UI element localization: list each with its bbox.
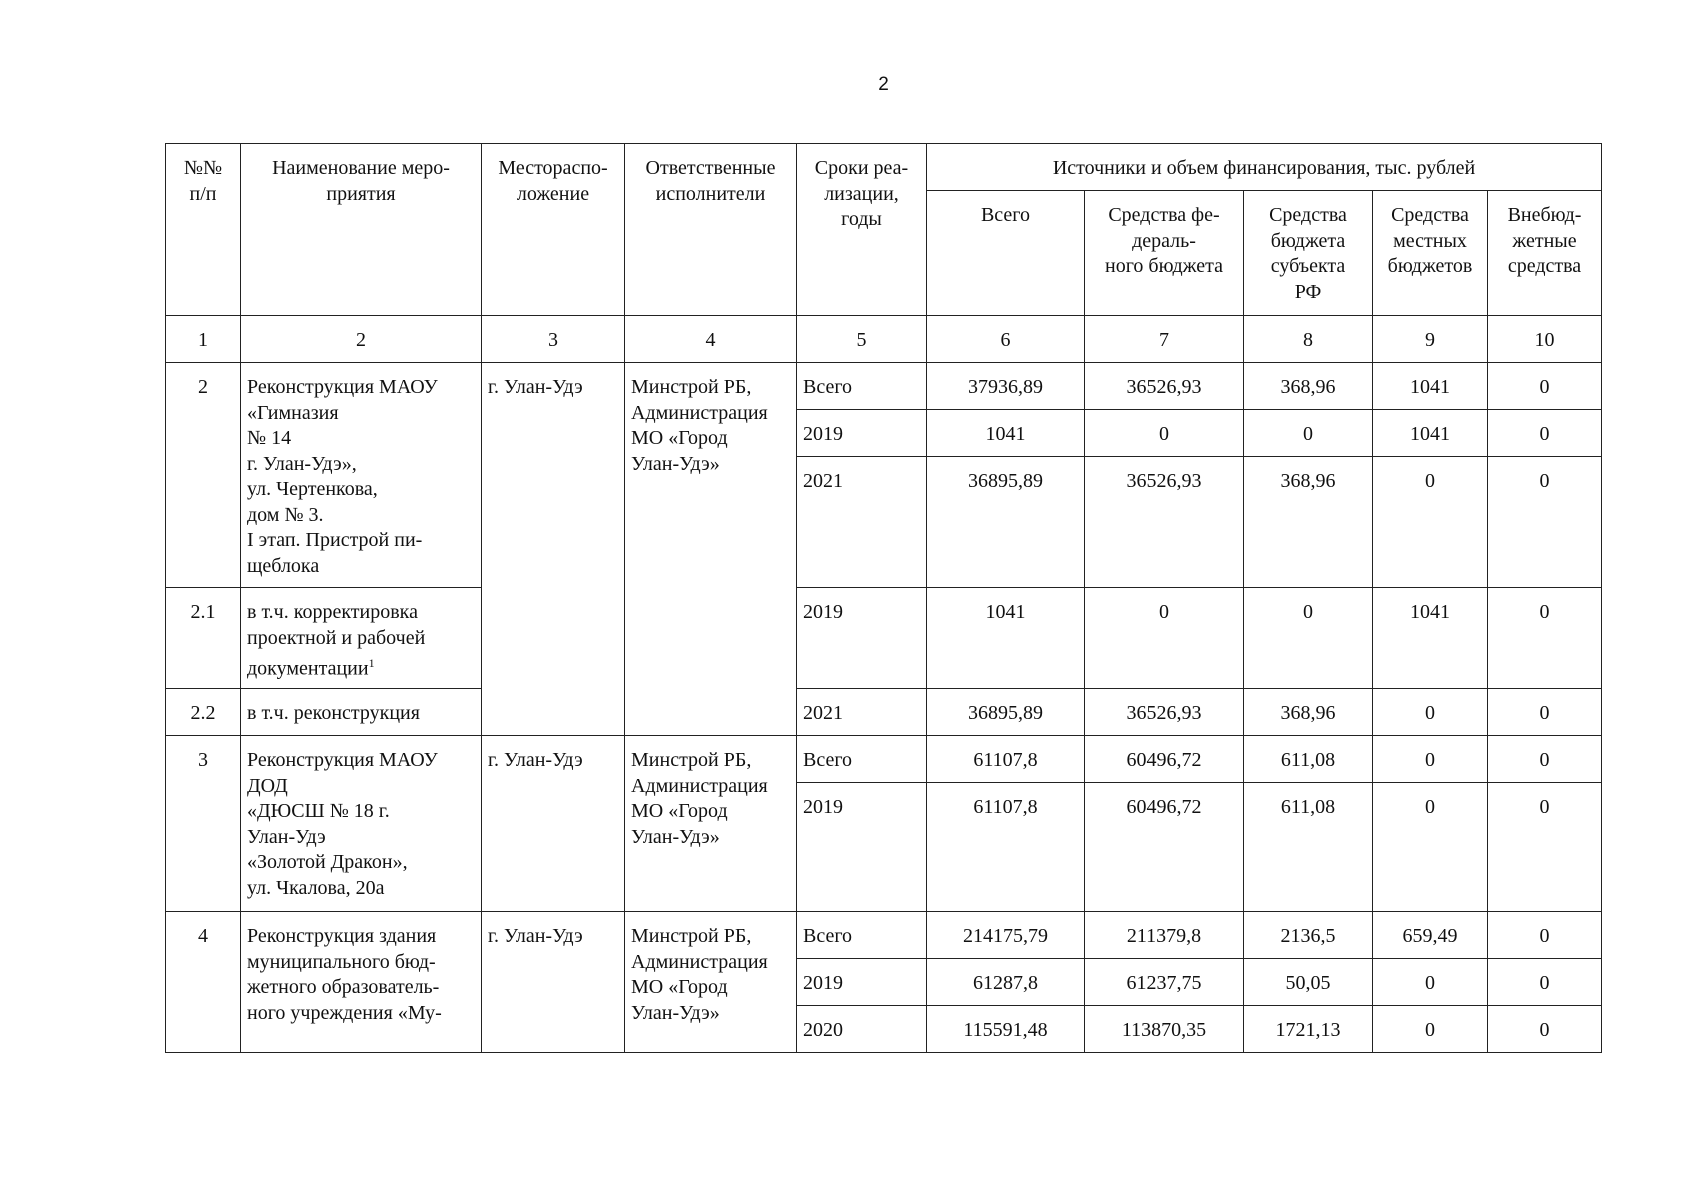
local-cell: 1041 — [1373, 410, 1488, 457]
row-number: 3 — [166, 736, 241, 912]
header-num: №№ п/п — [166, 144, 241, 316]
column-number: 8 — [1244, 316, 1373, 363]
header-sources: Источники и объем финансирования, тыс. рублей — [927, 144, 1602, 191]
row-number: 2.1 — [166, 588, 241, 689]
local-cell: 0 — [1373, 1006, 1488, 1053]
federal-cell: 61237,75 — [1085, 959, 1244, 1006]
column-number-row — [166, 316, 1602, 363]
column-number: 3 — [482, 316, 625, 363]
subject-cell: 0 — [1244, 410, 1373, 457]
period-cell: Всего — [797, 736, 927, 783]
column-number: 2 — [241, 316, 482, 363]
measure-name: Реконструкция МАОУ ДОД «ДЮСШ № 18 г. Улан-Удэ «Золотой Дракон», ул. Чкалова, 20а — [241, 736, 482, 912]
header-total: Всего — [927, 191, 1085, 316]
executors-cell: Минстрой РБ, Администрация МО «Город Улан-Удэ» — [625, 912, 797, 1053]
measure-name: Реконструкция здания муниципального бюд- жетного образователь- ного учреждения «Му- — [241, 912, 482, 1053]
period-cell: Всего — [797, 363, 927, 410]
federal-cell: 113870,35 — [1085, 1006, 1244, 1053]
federal-cell: 0 — [1085, 410, 1244, 457]
page-number: 2 — [878, 74, 889, 95]
subject-cell: 1721,13 — [1244, 1006, 1373, 1053]
total-cell: 61107,8 — [927, 736, 1085, 783]
local-cell: 0 — [1373, 689, 1488, 736]
period-cell: 2021 — [797, 457, 927, 588]
header-subject: Средства бюджета субъекта РФ — [1244, 191, 1373, 316]
column-number: 5 — [797, 316, 927, 363]
executors-cell: Минстрой РБ, Администрация МО «Город Улан-Удэ» — [625, 363, 797, 736]
period-cell: 2019 — [797, 959, 927, 1006]
period-cell: 2019 — [797, 410, 927, 457]
column-number: 9 — [1373, 316, 1488, 363]
column-number: 6 — [927, 316, 1085, 363]
header-local: Средства местных бюджетов — [1373, 191, 1488, 316]
location-cell: г. Улан-Удэ — [482, 912, 625, 1053]
column-number: 4 — [625, 316, 797, 363]
financing-table — [165, 143, 1602, 1053]
subject-cell: 368,96 — [1244, 457, 1373, 588]
local-cell: 1041 — [1373, 363, 1488, 410]
local-cell: 0 — [1373, 959, 1488, 1006]
federal-cell: 211379,8 — [1085, 912, 1244, 959]
table-row — [166, 588, 1602, 689]
offbudget-cell: 0 — [1488, 410, 1602, 457]
offbudget-cell: 0 — [1488, 588, 1602, 689]
subject-cell: 368,96 — [1244, 689, 1373, 736]
subject-cell: 368,96 — [1244, 363, 1373, 410]
total-cell: 61107,8 — [927, 783, 1085, 912]
period-cell: 2019 — [797, 783, 927, 912]
offbudget-cell: 0 — [1488, 457, 1602, 588]
local-cell: 0 — [1373, 457, 1488, 588]
local-cell: 0 — [1373, 783, 1488, 912]
location-cell: г. Улан-Удэ — [482, 363, 625, 736]
offbudget-cell: 0 — [1488, 783, 1602, 912]
offbudget-cell: 0 — [1488, 736, 1602, 783]
subject-cell: 0 — [1244, 588, 1373, 689]
executors-cell: Минстрой РБ, Администрация МО «Город Улан-Удэ» — [625, 736, 797, 912]
federal-cell: 0 — [1085, 588, 1244, 689]
total-cell: 1041 — [927, 410, 1085, 457]
location-cell: г. Улан-Удэ — [482, 736, 625, 912]
total-cell: 61287,8 — [927, 959, 1085, 1006]
local-cell: 0 — [1373, 736, 1488, 783]
table-row — [166, 363, 1602, 410]
federal-cell: 36526,93 — [1085, 689, 1244, 736]
table-row — [166, 912, 1602, 959]
subject-cell: 611,08 — [1244, 736, 1373, 783]
header-federal: Средства фе- дераль- ного бюджета — [1085, 191, 1244, 316]
federal-cell: 60496,72 — [1085, 736, 1244, 783]
table-row — [166, 689, 1602, 736]
offbudget-cell: 0 — [1488, 1006, 1602, 1053]
total-cell: 1041 — [927, 588, 1085, 689]
measure-name: Реконструкция МАОУ «Гимназия № 14 г. Улан-Удэ», ул. Чертенкова, дом № 3. I этап. Пристрой пи- щеблока — [241, 363, 482, 588]
measure-name-text: в т.ч. корректировка проектной и рабочей документации — [247, 601, 426, 680]
header-location: Местораспо- ложение — [482, 144, 625, 316]
local-cell: 1041 — [1373, 588, 1488, 689]
period-cell: 2020 — [797, 1006, 927, 1053]
total-cell: 36895,89 — [927, 689, 1085, 736]
measure-name — [241, 588, 482, 689]
column-number: 10 — [1488, 316, 1602, 363]
period-cell: 2019 — [797, 588, 927, 689]
table-row — [166, 736, 1602, 783]
header-offbudget: Внебюд- жетные средства — [1488, 191, 1602, 316]
subject-cell: 611,08 — [1244, 783, 1373, 912]
header-executors: Ответственные исполнители — [625, 144, 797, 316]
measure-name: в т.ч. реконструкция — [241, 689, 482, 736]
row-number: 2.2 — [166, 689, 241, 736]
total-cell: 36895,89 — [927, 457, 1085, 588]
row-number: 2 — [166, 363, 241, 588]
header-name: Наименование меро- приятия — [241, 144, 482, 316]
period-cell: 2021 — [797, 689, 927, 736]
offbudget-cell: 0 — [1488, 912, 1602, 959]
offbudget-cell: 0 — [1488, 959, 1602, 1006]
period-cell: Всего — [797, 912, 927, 959]
subject-cell: 50,05 — [1244, 959, 1373, 1006]
total-cell: 115591,48 — [927, 1006, 1085, 1053]
total-cell: 37936,89 — [927, 363, 1085, 410]
offbudget-cell: 0 — [1488, 689, 1602, 736]
federal-cell: 36526,93 — [1085, 363, 1244, 410]
column-number: 7 — [1085, 316, 1244, 363]
footnote-mark: 1 — [368, 656, 375, 670]
subject-cell: 2136,5 — [1244, 912, 1373, 959]
local-cell: 659,49 — [1373, 912, 1488, 959]
row-number: 4 — [166, 912, 241, 1053]
federal-cell: 60496,72 — [1085, 783, 1244, 912]
federal-cell: 36526,93 — [1085, 457, 1244, 588]
header-terms: Сроки реа- лизации, годы — [797, 144, 927, 316]
total-cell: 214175,79 — [927, 912, 1085, 959]
offbudget-cell: 0 — [1488, 363, 1602, 410]
column-number: 1 — [166, 316, 241, 363]
